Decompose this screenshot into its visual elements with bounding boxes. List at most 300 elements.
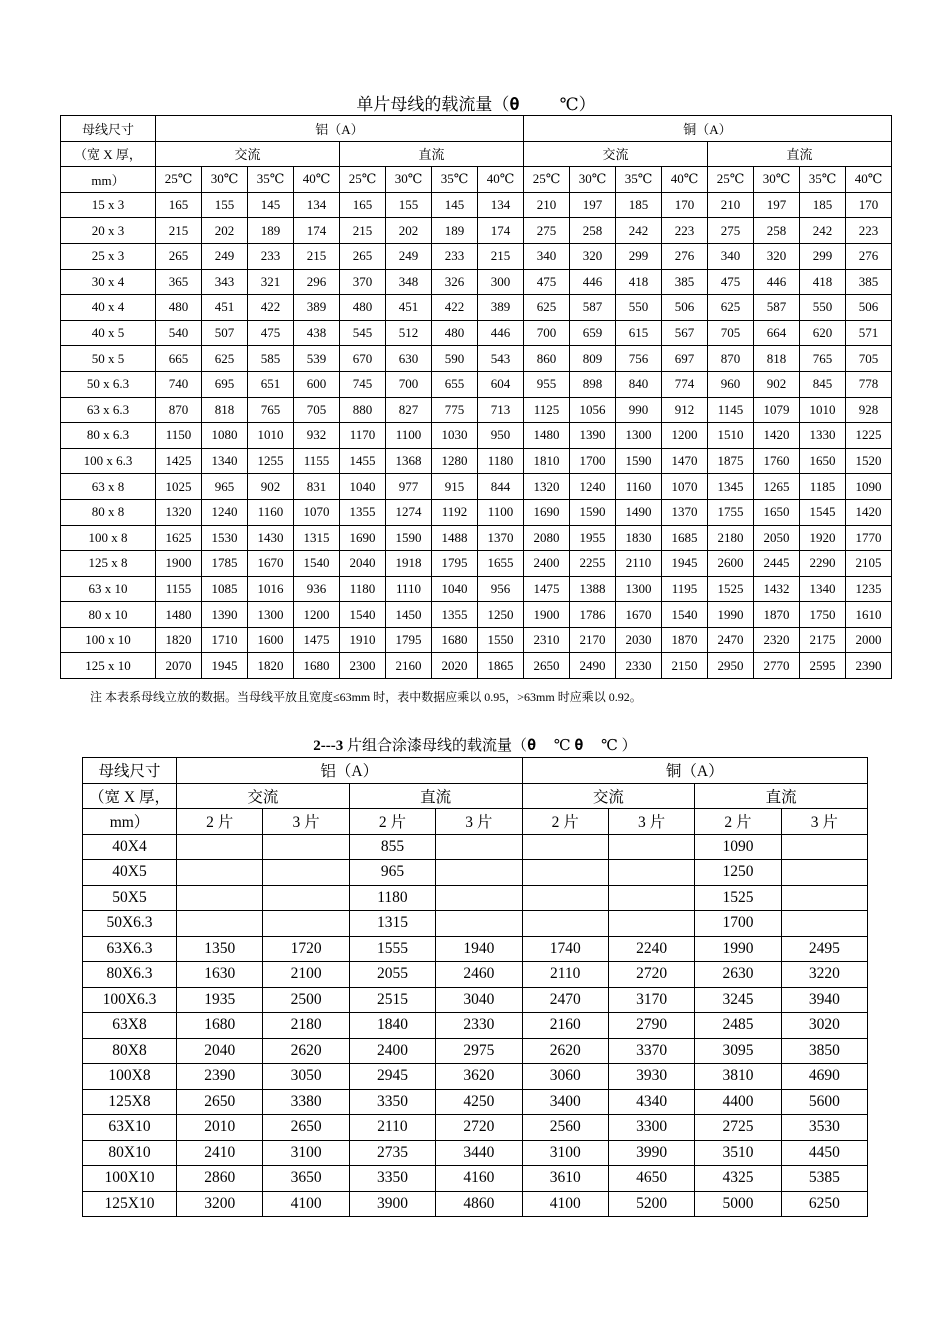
value-cell: 197 [570, 192, 616, 218]
value-cell: 1030 [432, 423, 478, 449]
value-cell: 2630 [695, 962, 781, 988]
value-cell: 827 [386, 397, 432, 423]
table-row [61, 192, 892, 218]
value-cell: 1160 [616, 474, 662, 500]
value-cell [177, 911, 263, 937]
temp-header: 25℃ [708, 167, 754, 193]
value-cell: 3530 [781, 1115, 867, 1141]
size-cell: 125 x 8 [61, 551, 156, 577]
value-cell: 2080 [524, 525, 570, 551]
value-cell: 2330 [616, 653, 662, 679]
table-row [61, 397, 892, 423]
value-cell: 1590 [386, 525, 432, 551]
size-cell: 125X8 [83, 1089, 177, 1115]
value-cell: 1865 [478, 653, 524, 679]
value-cell: 587 [754, 295, 800, 321]
value-cell: 2620 [522, 1038, 608, 1064]
size-cell: 125X10 [83, 1191, 177, 1217]
value-cell: 215 [478, 243, 524, 269]
temp-header: 40℃ [846, 167, 892, 193]
value-cell: 2020 [432, 653, 478, 679]
value-cell: 1315 [294, 525, 340, 551]
dim-header-line1: 母线尺寸 [61, 116, 156, 142]
value-cell: 1225 [846, 423, 892, 449]
value-cell: 296 [294, 269, 340, 295]
value-cell: 3100 [522, 1140, 608, 1166]
value-cell: 2950 [708, 653, 754, 679]
value-cell: 1540 [294, 551, 340, 577]
value-cell: 1710 [202, 627, 248, 653]
table-row [61, 576, 892, 602]
value-cell: 3940 [781, 987, 867, 1013]
size-cell: 40X4 [83, 834, 177, 860]
size-cell: 50 x 5 [61, 346, 156, 372]
value-cell: 1690 [340, 525, 386, 551]
value-cell: 1085 [202, 576, 248, 602]
value-cell: 630 [386, 346, 432, 372]
value-cell: 2170 [570, 627, 616, 653]
table-row [83, 962, 868, 988]
table1-note: 注 本表系母线立放的数据。当母线平放且宽度≤63mm 时，表中数据应乘以 0.95，>63mm 时应乘以 0.92。 [90, 690, 642, 704]
value-cell: 3370 [608, 1038, 694, 1064]
value-cell: 1530 [202, 525, 248, 551]
value-cell: 902 [248, 474, 294, 500]
value-cell: 475 [708, 269, 754, 295]
value-cell: 418 [616, 269, 662, 295]
size-cell: 100 x 8 [61, 525, 156, 551]
temp-header: 35℃ [800, 167, 846, 193]
value-cell: 1235 [846, 576, 892, 602]
size-cell: 63 x 10 [61, 576, 156, 602]
value-cell: 1420 [846, 499, 892, 525]
value-cell: 2490 [570, 653, 616, 679]
value-cell: 1330 [800, 423, 846, 449]
value-cell: 1345 [708, 474, 754, 500]
value-cell: 1875 [708, 448, 754, 474]
value-cell: 170 [846, 192, 892, 218]
value-cell: 385 [846, 269, 892, 295]
value-cell: 818 [202, 397, 248, 423]
value-cell: 215 [340, 218, 386, 244]
value-cell: 936 [294, 576, 340, 602]
value-cell: 5600 [781, 1089, 867, 1115]
value-cell: 145 [248, 192, 294, 218]
value-cell: 3810 [695, 1064, 781, 1090]
value-cell: 2650 [524, 653, 570, 679]
value-cell: 2000 [846, 627, 892, 653]
value-cell: 2110 [616, 551, 662, 577]
table-row [61, 448, 892, 474]
value-cell: 745 [340, 371, 386, 397]
table-row [61, 371, 892, 397]
value-cell: 2400 [524, 551, 570, 577]
value-cell [608, 885, 694, 911]
value-cell: 1090 [695, 834, 781, 860]
value-cell: 3350 [349, 1089, 435, 1115]
table-row [61, 423, 892, 449]
table-row [83, 936, 868, 962]
value-cell: 1355 [340, 499, 386, 525]
dim-header-line3: mm） [61, 167, 156, 193]
value-cell: 2290 [800, 551, 846, 577]
value-cell: 2720 [436, 1115, 522, 1141]
value-cell: 1690 [524, 499, 570, 525]
value-cell: 1670 [616, 602, 662, 628]
value-cell: 1255 [248, 448, 294, 474]
value-cell: 480 [340, 295, 386, 321]
value-cell: 1955 [570, 525, 616, 551]
size-cell: 100X10 [83, 1166, 177, 1192]
cu-ac-header: 交流 [522, 783, 695, 809]
size-cell: 100X8 [83, 1064, 177, 1090]
value-cell: 1388 [570, 576, 616, 602]
value-cell: 276 [846, 243, 892, 269]
value-cell: 1650 [754, 499, 800, 525]
value-cell: 1390 [570, 423, 616, 449]
value-cell: 705 [708, 320, 754, 346]
size-cell: 63 x 6.3 [61, 397, 156, 423]
value-cell: 1488 [432, 525, 478, 551]
value-cell: 956 [478, 576, 524, 602]
value-cell: 145 [432, 192, 478, 218]
value-cell: 1195 [662, 576, 708, 602]
pieces-header: 2 片 [349, 809, 435, 835]
value-cell: 3040 [436, 987, 522, 1013]
value-cell: 2595 [800, 653, 846, 679]
value-cell: 480 [432, 320, 478, 346]
value-cell: 1680 [177, 1013, 263, 1039]
value-cell [522, 860, 608, 886]
value-cell: 276 [662, 243, 708, 269]
value-cell: 2735 [349, 1140, 435, 1166]
value-cell: 1180 [349, 885, 435, 911]
value-cell: 3245 [695, 987, 781, 1013]
temp-header: 25℃ [340, 167, 386, 193]
table-row [83, 1166, 868, 1192]
pieces-header: 2 片 [522, 809, 608, 835]
value-cell: 950 [478, 423, 524, 449]
value-cell: 3650 [263, 1166, 349, 1192]
value-cell: 2040 [340, 551, 386, 577]
value-cell: 1685 [662, 525, 708, 551]
value-cell: 1795 [386, 627, 432, 653]
value-cell: 1150 [156, 423, 202, 449]
value-cell: 446 [754, 269, 800, 295]
temp-header: 30℃ [386, 167, 432, 193]
value-cell: 2180 [708, 525, 754, 551]
value-cell: 4450 [781, 1140, 867, 1166]
value-cell: 1945 [202, 653, 248, 679]
value-cell: 1155 [156, 576, 202, 602]
value-cell [781, 834, 867, 860]
value-cell: 1935 [177, 987, 263, 1013]
value-cell: 3620 [436, 1064, 522, 1090]
value-cell: 1125 [524, 397, 570, 423]
value-cell: 1555 [349, 936, 435, 962]
value-cell: 1700 [695, 911, 781, 937]
value-cell: 818 [754, 346, 800, 372]
value-cell: 1820 [248, 653, 294, 679]
value-cell: 4160 [436, 1166, 522, 1192]
table-row [83, 1013, 868, 1039]
value-cell: 915 [432, 474, 478, 500]
value-cell: 539 [294, 346, 340, 372]
value-cell: 590 [432, 346, 478, 372]
value-cell: 2620 [263, 1038, 349, 1064]
value-cell: 2110 [349, 1115, 435, 1141]
value-cell: 2790 [608, 1013, 694, 1039]
value-cell: 550 [616, 295, 662, 321]
value-cell [608, 860, 694, 886]
value-cell: 3440 [436, 1140, 522, 1166]
value-cell: 242 [800, 218, 846, 244]
value-cell: 705 [846, 346, 892, 372]
value-cell: 385 [662, 269, 708, 295]
value-cell: 2470 [708, 627, 754, 653]
value-cell: 664 [754, 320, 800, 346]
size-cell: 80X6.3 [83, 962, 177, 988]
value-cell: 5385 [781, 1166, 867, 1192]
cu-dc-header: 直流 [708, 141, 892, 167]
value-cell: 700 [524, 320, 570, 346]
value-cell: 1300 [616, 576, 662, 602]
value-cell: 233 [248, 243, 294, 269]
temp-header: 35℃ [248, 167, 294, 193]
temp-header: 35℃ [432, 167, 478, 193]
value-cell: 756 [616, 346, 662, 372]
aluminum-header: 铝（A） [177, 758, 523, 784]
value-cell: 1755 [708, 499, 754, 525]
value-cell: 1670 [248, 551, 294, 577]
value-cell [436, 885, 522, 911]
value-cell: 1760 [754, 448, 800, 474]
value-cell: 2495 [781, 936, 867, 962]
size-cell: 80X10 [83, 1140, 177, 1166]
table-row [83, 1140, 868, 1166]
table-row [61, 653, 892, 679]
size-cell: 40X5 [83, 860, 177, 886]
aluminum-header: 铝（A） [156, 116, 524, 142]
value-cell: 1350 [177, 936, 263, 962]
value-cell: 695 [202, 371, 248, 397]
value-cell: 242 [616, 218, 662, 244]
value-cell: 1240 [202, 499, 248, 525]
value-cell: 2470 [522, 987, 608, 1013]
value-cell: 2390 [177, 1064, 263, 1090]
value-cell: 1770 [846, 525, 892, 551]
table-row [83, 1064, 868, 1090]
value-cell: 1340 [202, 448, 248, 474]
value-cell: 1910 [340, 627, 386, 653]
value-cell: 1525 [708, 576, 754, 602]
size-cell: 20 x 3 [61, 218, 156, 244]
value-cell: 1320 [156, 499, 202, 525]
value-cell: 223 [662, 218, 708, 244]
value-cell: 1900 [524, 602, 570, 628]
value-cell: 2105 [846, 551, 892, 577]
value-cell: 765 [248, 397, 294, 423]
value-cell: 3020 [781, 1013, 867, 1039]
value-cell: 2175 [800, 627, 846, 653]
value-cell: 2300 [340, 653, 386, 679]
value-cell [263, 885, 349, 911]
value-cell: 210 [708, 192, 754, 218]
value-cell: 422 [432, 295, 478, 321]
value-cell: 1040 [340, 474, 386, 500]
value-cell: 4100 [522, 1191, 608, 1217]
value-cell: 655 [432, 371, 478, 397]
value-cell: 2560 [522, 1115, 608, 1141]
table-row [61, 218, 892, 244]
value-cell: 189 [432, 218, 478, 244]
al-dc-header: 直流 [340, 141, 524, 167]
dim-header-line2: （宽 X 厚， [83, 783, 177, 809]
size-cell: 63X6.3 [83, 936, 177, 962]
value-cell: 3050 [263, 1064, 349, 1090]
pieces-header: 3 片 [781, 809, 867, 835]
value-cell: 1870 [754, 602, 800, 628]
size-cell: 40 x 4 [61, 295, 156, 321]
table-row [61, 346, 892, 372]
value-cell: 1918 [386, 551, 432, 577]
dim-header-line3: mm） [83, 809, 177, 835]
value-cell: 1110 [386, 576, 432, 602]
value-cell: 844 [478, 474, 524, 500]
value-cell [263, 860, 349, 886]
al-ac-header: 交流 [156, 141, 340, 167]
size-cell: 50X6.3 [83, 911, 177, 937]
value-cell: 165 [156, 192, 202, 218]
size-cell: 63X8 [83, 1013, 177, 1039]
value-cell: 506 [662, 295, 708, 321]
value-cell: 1470 [662, 448, 708, 474]
value-cell: 2160 [522, 1013, 608, 1039]
value-cell: 2100 [263, 962, 349, 988]
value-cell: 659 [570, 320, 616, 346]
value-cell: 265 [340, 243, 386, 269]
value-cell: 422 [248, 295, 294, 321]
value-cell: 155 [386, 192, 432, 218]
size-cell: 80X8 [83, 1038, 177, 1064]
value-cell: 775 [432, 397, 478, 423]
value-cell: 215 [156, 218, 202, 244]
value-cell [781, 911, 867, 937]
value-cell: 2460 [436, 962, 522, 988]
value-cell: 1274 [386, 499, 432, 525]
value-cell: 665 [156, 346, 202, 372]
value-cell: 185 [800, 192, 846, 218]
value-cell: 475 [248, 320, 294, 346]
value-cell: 1432 [754, 576, 800, 602]
value-cell: 902 [754, 371, 800, 397]
value-cell: 1610 [846, 602, 892, 628]
table-row [83, 1089, 868, 1115]
value-cell: 1370 [478, 525, 524, 551]
value-cell: 700 [386, 371, 432, 397]
value-cell: 1820 [156, 627, 202, 653]
size-cell: 63 x 8 [61, 474, 156, 500]
size-cell: 63X10 [83, 1115, 177, 1141]
value-cell: 2255 [570, 551, 616, 577]
value-cell [608, 911, 694, 937]
value-cell: 299 [616, 243, 662, 269]
value-cell: 2400 [349, 1038, 435, 1064]
value-cell: 340 [708, 243, 754, 269]
value-cell: 1040 [432, 576, 478, 602]
value-cell: 1355 [432, 602, 478, 628]
value-cell: 831 [294, 474, 340, 500]
value-cell: 1700 [570, 448, 616, 474]
value-cell: 1340 [800, 576, 846, 602]
value-cell: 2390 [846, 653, 892, 679]
table-row [61, 499, 892, 525]
value-cell: 202 [202, 218, 248, 244]
value-cell: 3610 [522, 1166, 608, 1192]
value-cell: 540 [156, 320, 202, 346]
value-cell: 990 [616, 397, 662, 423]
value-cell: 860 [524, 346, 570, 372]
value-cell: 233 [432, 243, 478, 269]
table-row [83, 1115, 868, 1141]
value-cell: 567 [662, 320, 708, 346]
value-cell: 1870 [662, 627, 708, 653]
value-cell: 778 [846, 371, 892, 397]
value-cell: 3990 [608, 1140, 694, 1166]
value-cell: 320 [570, 243, 616, 269]
pieces-header: 2 片 [695, 809, 781, 835]
value-cell: 809 [570, 346, 616, 372]
value-cell: 1425 [156, 448, 202, 474]
value-cell: 3060 [522, 1064, 608, 1090]
value-cell: 134 [478, 192, 524, 218]
value-cell: 2055 [349, 962, 435, 988]
value-cell: 418 [800, 269, 846, 295]
value-cell: 585 [248, 346, 294, 372]
value-cell: 1010 [800, 397, 846, 423]
value-cell: 5000 [695, 1191, 781, 1217]
value-cell [522, 885, 608, 911]
size-cell: 80 x 8 [61, 499, 156, 525]
temp-header: 40℃ [478, 167, 524, 193]
value-cell: 1920 [800, 525, 846, 551]
value-cell: 4325 [695, 1166, 781, 1192]
dim-header-line1: 母线尺寸 [83, 758, 177, 784]
value-cell: 1430 [248, 525, 294, 551]
value-cell: 960 [708, 371, 754, 397]
value-cell: 1600 [248, 627, 294, 653]
value-cell: 299 [800, 243, 846, 269]
value-cell: 2160 [386, 653, 432, 679]
value-cell: 258 [570, 218, 616, 244]
value-cell: 6250 [781, 1191, 867, 1217]
value-cell: 2445 [754, 551, 800, 577]
value-cell [263, 834, 349, 860]
size-cell: 30 x 4 [61, 269, 156, 295]
value-cell: 3850 [781, 1038, 867, 1064]
value-cell: 1785 [202, 551, 248, 577]
value-cell: 197 [754, 192, 800, 218]
value-cell [608, 834, 694, 860]
value-cell: 3350 [349, 1166, 435, 1192]
table-row [83, 1191, 868, 1217]
value-cell: 1265 [754, 474, 800, 500]
value-cell: 1025 [156, 474, 202, 500]
value-cell: 1510 [708, 423, 754, 449]
size-cell: 80 x 6.3 [61, 423, 156, 449]
value-cell: 215 [294, 243, 340, 269]
value-cell: 3095 [695, 1038, 781, 1064]
value-cell: 507 [202, 320, 248, 346]
